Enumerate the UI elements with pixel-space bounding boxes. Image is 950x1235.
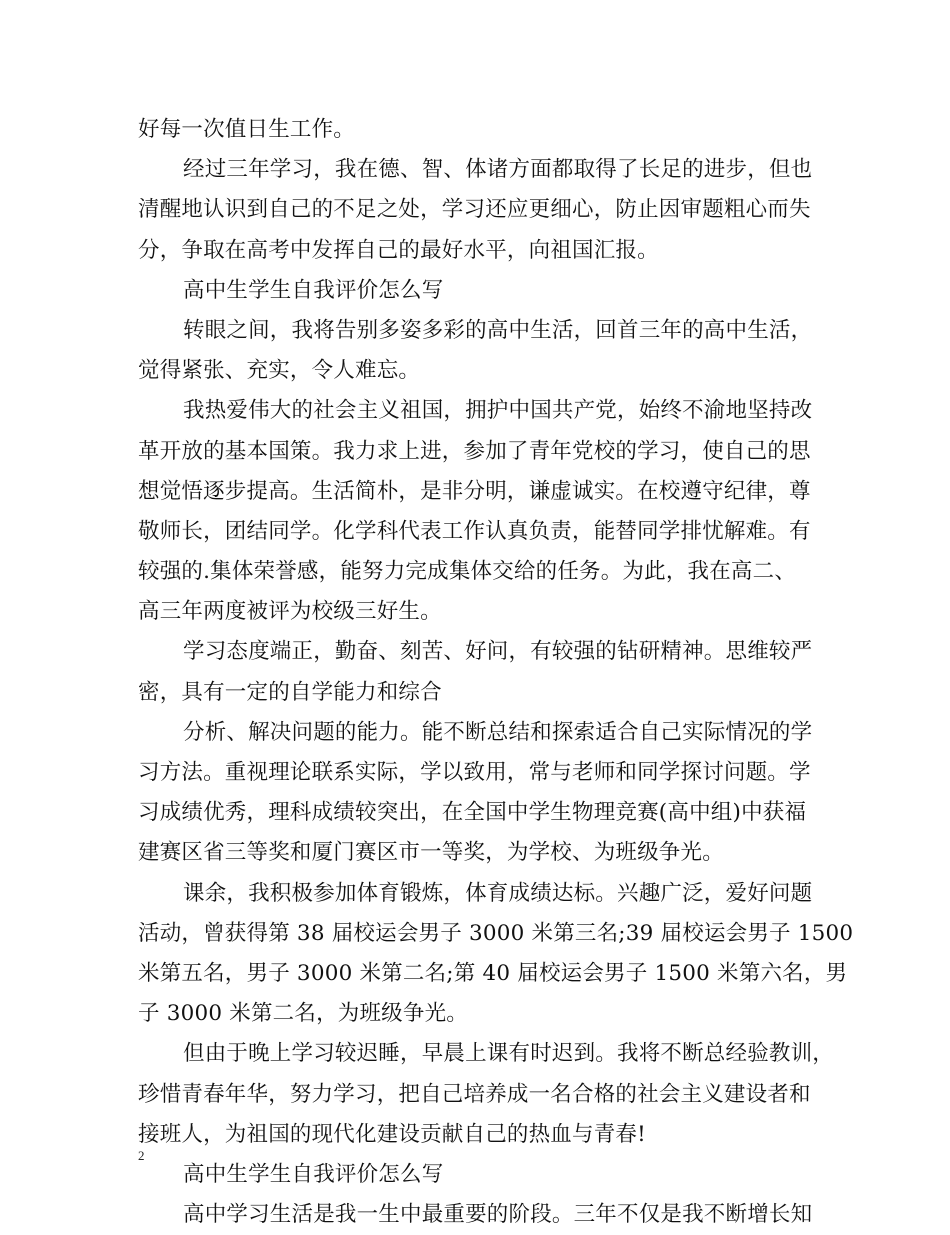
text-line: 高中学习生活是我一生中最重要的阶段。三年不仅是我不断增长知 [183, 1202, 813, 1228]
text-line: 经过三年学习，我在德、智、体诸方面都取得了长足的进步，但也 [183, 157, 813, 183]
text-line: 习方法。重视理论联系实际，学以致用，常与老师和同学探讨问题。学 [138, 760, 811, 785]
text-line: 密，具有一定的自学能力和综合 [138, 679, 442, 705]
text-line: 珍惜青春年华，努力学习，把自己培养成一名合格的社会主义建设者和 [138, 1081, 811, 1107]
text-line: 革开放的基本国策。我力求上进，参加了青年党校的学习，使自己的思 [138, 438, 811, 464]
document-body [138, 110, 854, 1235]
text-line: 但由于晚上学习较迟睡，早晨上课有时迟到。我将不断总经验教训， [183, 1041, 835, 1067]
text-line: 高三年两度被评为校级三好生。 [138, 599, 442, 625]
text-line: 米第五名，男子 3000 米第二名;第 40 届校运会男子 1500 米第六名，男 [138, 960, 848, 986]
text-line: 清醒地认识到自己的不足之处，学习还应更细心，防止因审题粗心而失 [138, 197, 811, 223]
text-line: 敬师长，团结同学。化学科代表工作认真负责，能替同学排忧解难。有 [138, 518, 811, 544]
text-line: 活动，曾获得第 38 届校运会男子 3000 米第三名;39 届校运会男子 1500 [138, 920, 854, 946]
text-line: 转眼之间，我将告别多姿多彩的高中生活，回首三年的高中生活， [183, 317, 813, 343]
text-line: 接班人，为祖国的现代化建设贡献自己的热血与青春! [138, 1121, 646, 1147]
text-line: 好每一次值日生工作。 [138, 117, 356, 142]
text-line: 学习态度端正，勤奋、刻苦、好问，有较强的钻研精神。思维较严 [183, 639, 813, 665]
text-line: 建赛区省三等奖和厦门赛区市一等奖，为学校、为班级争光。 [138, 840, 724, 866]
text-line: 分，争取在高考中发挥自己的最好水平，向祖国汇报。 [138, 237, 659, 263]
page-number: 2 [138, 1148, 145, 1163]
text-line: 分析、解决问题的能力。能不断总结和探索适合自己实际情况的学 [183, 719, 813, 745]
text-line: 想觉悟逐步提高。生活简朴，是非分明，谦虚诚实。在校遵守纪律，尊 [138, 478, 811, 504]
text-line: 子 3000 米第二名，为班级争光。 [138, 1001, 468, 1027]
section-heading: 高中生学生自我评价怎么写 [183, 1161, 444, 1187]
text-line: 较强的.集体荣誉感，能努力完成集体交给的任务。为此，我在高二、 [138, 559, 797, 585]
section-heading: 高中生学生自我评价怎么写 [183, 277, 444, 303]
text-line: 我热爱伟大的社会主义祖国，拥护中国共产党，始终不渝地坚持改 [183, 398, 813, 424]
text-line: 习成绩优秀，理科成绩较突出，在全国中学生物理竞赛(高中组)中获福 [138, 800, 807, 826]
text-line: 课余，我积极参加体育锻炼，体育成绩达标。兴趣广泛，爱好问题 [183, 880, 813, 906]
text-line: 觉得紧张、充实，令人难忘。 [138, 358, 421, 384]
